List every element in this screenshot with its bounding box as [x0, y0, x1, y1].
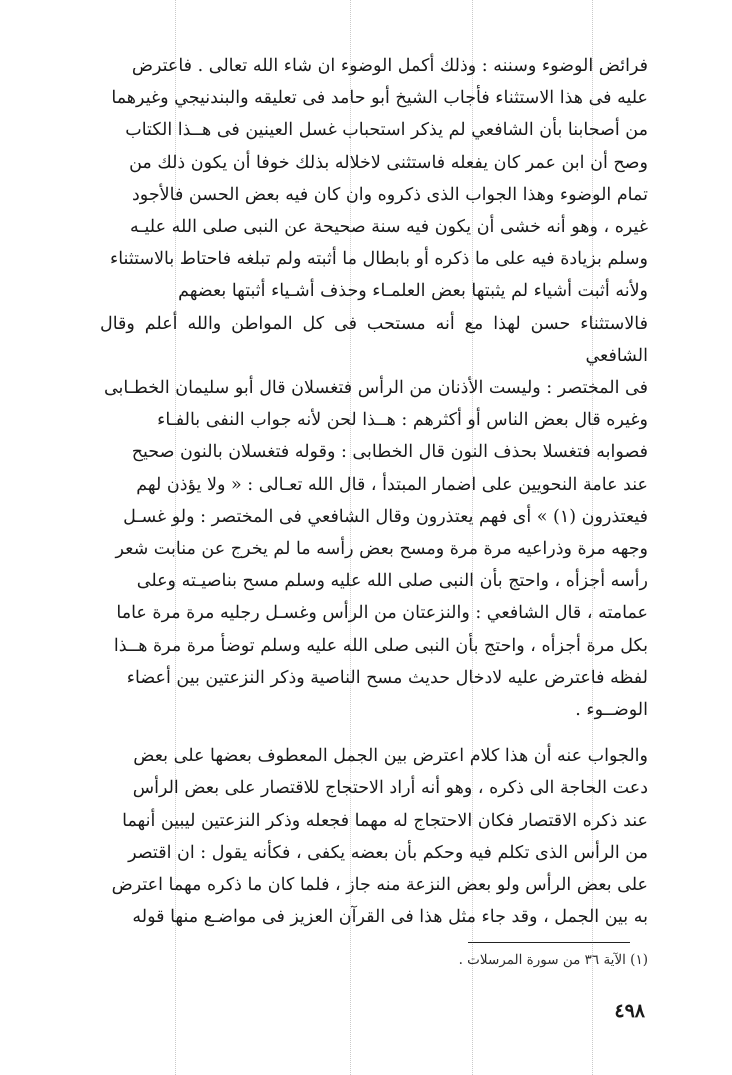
text-line: والجواب عنه أن هذا كلام اعترض بين الجمل المعطوف بعضها على بعض	[133, 746, 648, 767]
footnote-divider	[468, 942, 630, 943]
text-line: عمامته ، قال الشافعي : والنزعتان من الرأس وغسـل رجليه مرة مرة عاما	[116, 603, 648, 624]
text-line: رأسه أجزأه ، واحتج بأن النبى صلى الله عليه وسلم مسح بناصيـته وعلى	[136, 571, 648, 592]
text-line: من الرأس الذى تكلم فيه وحكم بأن بعضه يكفى ، فكأنه يقول : ان اقتصر	[128, 842, 648, 863]
text-line: تمام الوضوء وهذا الجواب الذى ذكروه وان كان فيه بعض الحسن فالأجود	[132, 184, 648, 205]
text-line: غيره ، وهو أنه خشى أن يكون فيه سنة صحيحة عن النبى صلى الله عليـه	[130, 217, 648, 238]
text-line: ولأنه أثبت أشياء لم يثبتها بعض العلمـاء وحذف أشـياء أثبتها بعضهم	[178, 281, 648, 302]
text-line: بكل مرة أجزأه ، واحتج بأن النبى صلى الله عليه وسلم توضأ مرة مرة هــذا	[113, 635, 648, 656]
page-body	[100, 50, 648, 933]
text-line: فيعتذرون (١) » أى فهم يعتذرون وقال الشافعي فى المختصر : ولو غسـل	[123, 506, 648, 527]
text-line: فى المختصر : وليست الأذنان من الرأس فتغسلان قال أبو سليمان الخطـابى	[103, 378, 648, 399]
text-line: لفظه فاعترض عليه لادخال حديث مسح الناصية وذكر النزعتين بين أعضاء	[126, 667, 648, 688]
text-line: فصوابه فتغسلا بحذف النون قال الخطابى : وقوله فتغسلان بالنون صحيح	[131, 442, 648, 463]
text-line: به بين الجمل ، وقد جاء مثل هذا فى القرآن العزيز فى مواضـع منها قوله	[132, 907, 648, 928]
footnote: (١) الآية ٣٦ من سورة المرسلات .	[458, 952, 648, 968]
text-line: عند ذكره الاقتصار فكان الاحتجاج له مهما فجعله وذكر النزعتين ليبين أنهما	[122, 810, 648, 831]
text-line: وصح أن ابن عمر كان يفعله فاستثنى لاخلاله بذلك خوفا أن يكون ذلك من	[129, 152, 648, 173]
text-line: من أصحابنا بأن الشافعي لم يذكر استحباب غسل العينين فى هــذا الكتاب	[125, 120, 648, 141]
text-line: دعت الحاجة الى ذكره ، وهو أنه أراد الاحتجاج للاقتصار على بعض الرأس	[132, 778, 648, 799]
text-line: فرائض الوضوء وسننه : وذلك أكمل الوضوء ان شاء الله تعالى . فاعترض	[131, 56, 648, 76]
text-line: على بعض الرأس ولو بعض النزعة منه جاز ، فلما كان ما ذكره مهما اعترض	[111, 875, 648, 896]
text-line: وجهه مرة وذراعيه مرة مرة ومسح بعض رأسه ما لم يخرج عن منابت شعر	[115, 539, 648, 560]
text-line: وسلم بزيادة فيه على ما ذكره أو بابطال ما أثبته ولم تبلغه فاحتاط بالاستثناء	[110, 249, 648, 270]
text-line: عليه فى هذا الاستثناء فأجاب الشيخ أبو حامد فى تعليقه والبندنيجي وغيرهما	[111, 88, 648, 109]
text-line: عند عامة النحويين على اضمار المبتدأ ، قال الله تعـالى : « ولا يؤذن لهم	[136, 474, 648, 495]
paragraph-1	[100, 50, 648, 726]
page-number: ٤٩٨	[614, 1000, 645, 1022]
text-line: فالاستثناء حسن لهذا مع أنه مستحب فى كل المواطن والله أعلم وقال الشافعي	[100, 313, 648, 366]
text-line: وغيره قال بعض الناس أو أكثرهم : هــذا لحن لأنه جواب النفى بالفـاء	[157, 410, 648, 431]
paragraph-2	[100, 740, 648, 933]
text-line: الوضــوء .	[575, 700, 648, 721]
